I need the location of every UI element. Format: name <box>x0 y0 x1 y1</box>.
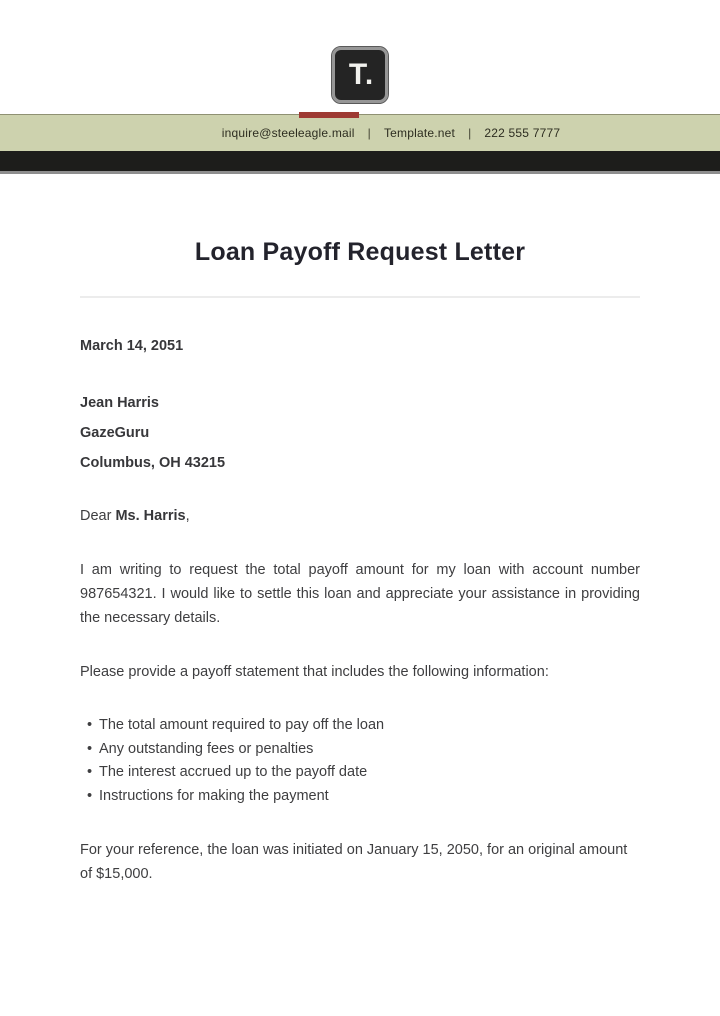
letterhead <box>0 0 720 174</box>
bullet-item: • The total amount required to pay off the loan <box>80 714 640 738</box>
recipient-name: Jean Harris <box>80 395 159 411</box>
paragraph-reference: For your reference, the loan was initiated on January 15, 2050, for an original amount of $15,000. <box>80 842 628 882</box>
letter-body <box>0 236 720 886</box>
recipient-block <box>80 388 640 478</box>
letter-title: Loan Payoff Request Letter <box>194 238 526 266</box>
bullet-item: • The interest accrued up to the payoff date <box>80 761 640 785</box>
title-divider <box>80 296 640 298</box>
contact-website: Template.net <box>383 126 456 140</box>
contact-separator: | <box>367 126 371 140</box>
recipient-company: GazeGuru <box>80 425 150 441</box>
recipient-address: Columbus, OH 43215 <box>80 455 226 471</box>
contact-email: inquire@steeleagle.mail <box>221 126 355 140</box>
bullet-item: • Any outstanding fees or penalties <box>80 738 640 762</box>
paragraph-statement-intro: Please provide a payoff statement that includes the following information: <box>80 664 549 680</box>
letter-date: March 14, 2051 <box>80 338 184 354</box>
salutation-name: Ms. Harris <box>115 508 186 524</box>
paragraph-request: I am writing to request the total payoff amount for my loan with account number 987654321. I would like to settle this loan and appreciate your assistance in providing the necessary details. <box>80 562 640 626</box>
header-black-bar <box>0 151 720 174</box>
salutation-prefix: Dear <box>80 508 116 524</box>
template-net-logo <box>332 47 388 103</box>
salutation-line <box>80 504 640 528</box>
payoff-info-list <box>80 714 640 808</box>
logo-row <box>0 0 720 103</box>
bullet-item: • Instructions for making the payment <box>80 785 640 809</box>
contact-separator: | <box>468 126 472 140</box>
contact-bar <box>0 114 720 151</box>
contact-phone: 222 555 7777 <box>484 126 561 140</box>
logo-accent-bar <box>299 112 359 118</box>
salutation-suffix: , <box>185 508 190 524</box>
logo-text: T. <box>348 58 375 91</box>
